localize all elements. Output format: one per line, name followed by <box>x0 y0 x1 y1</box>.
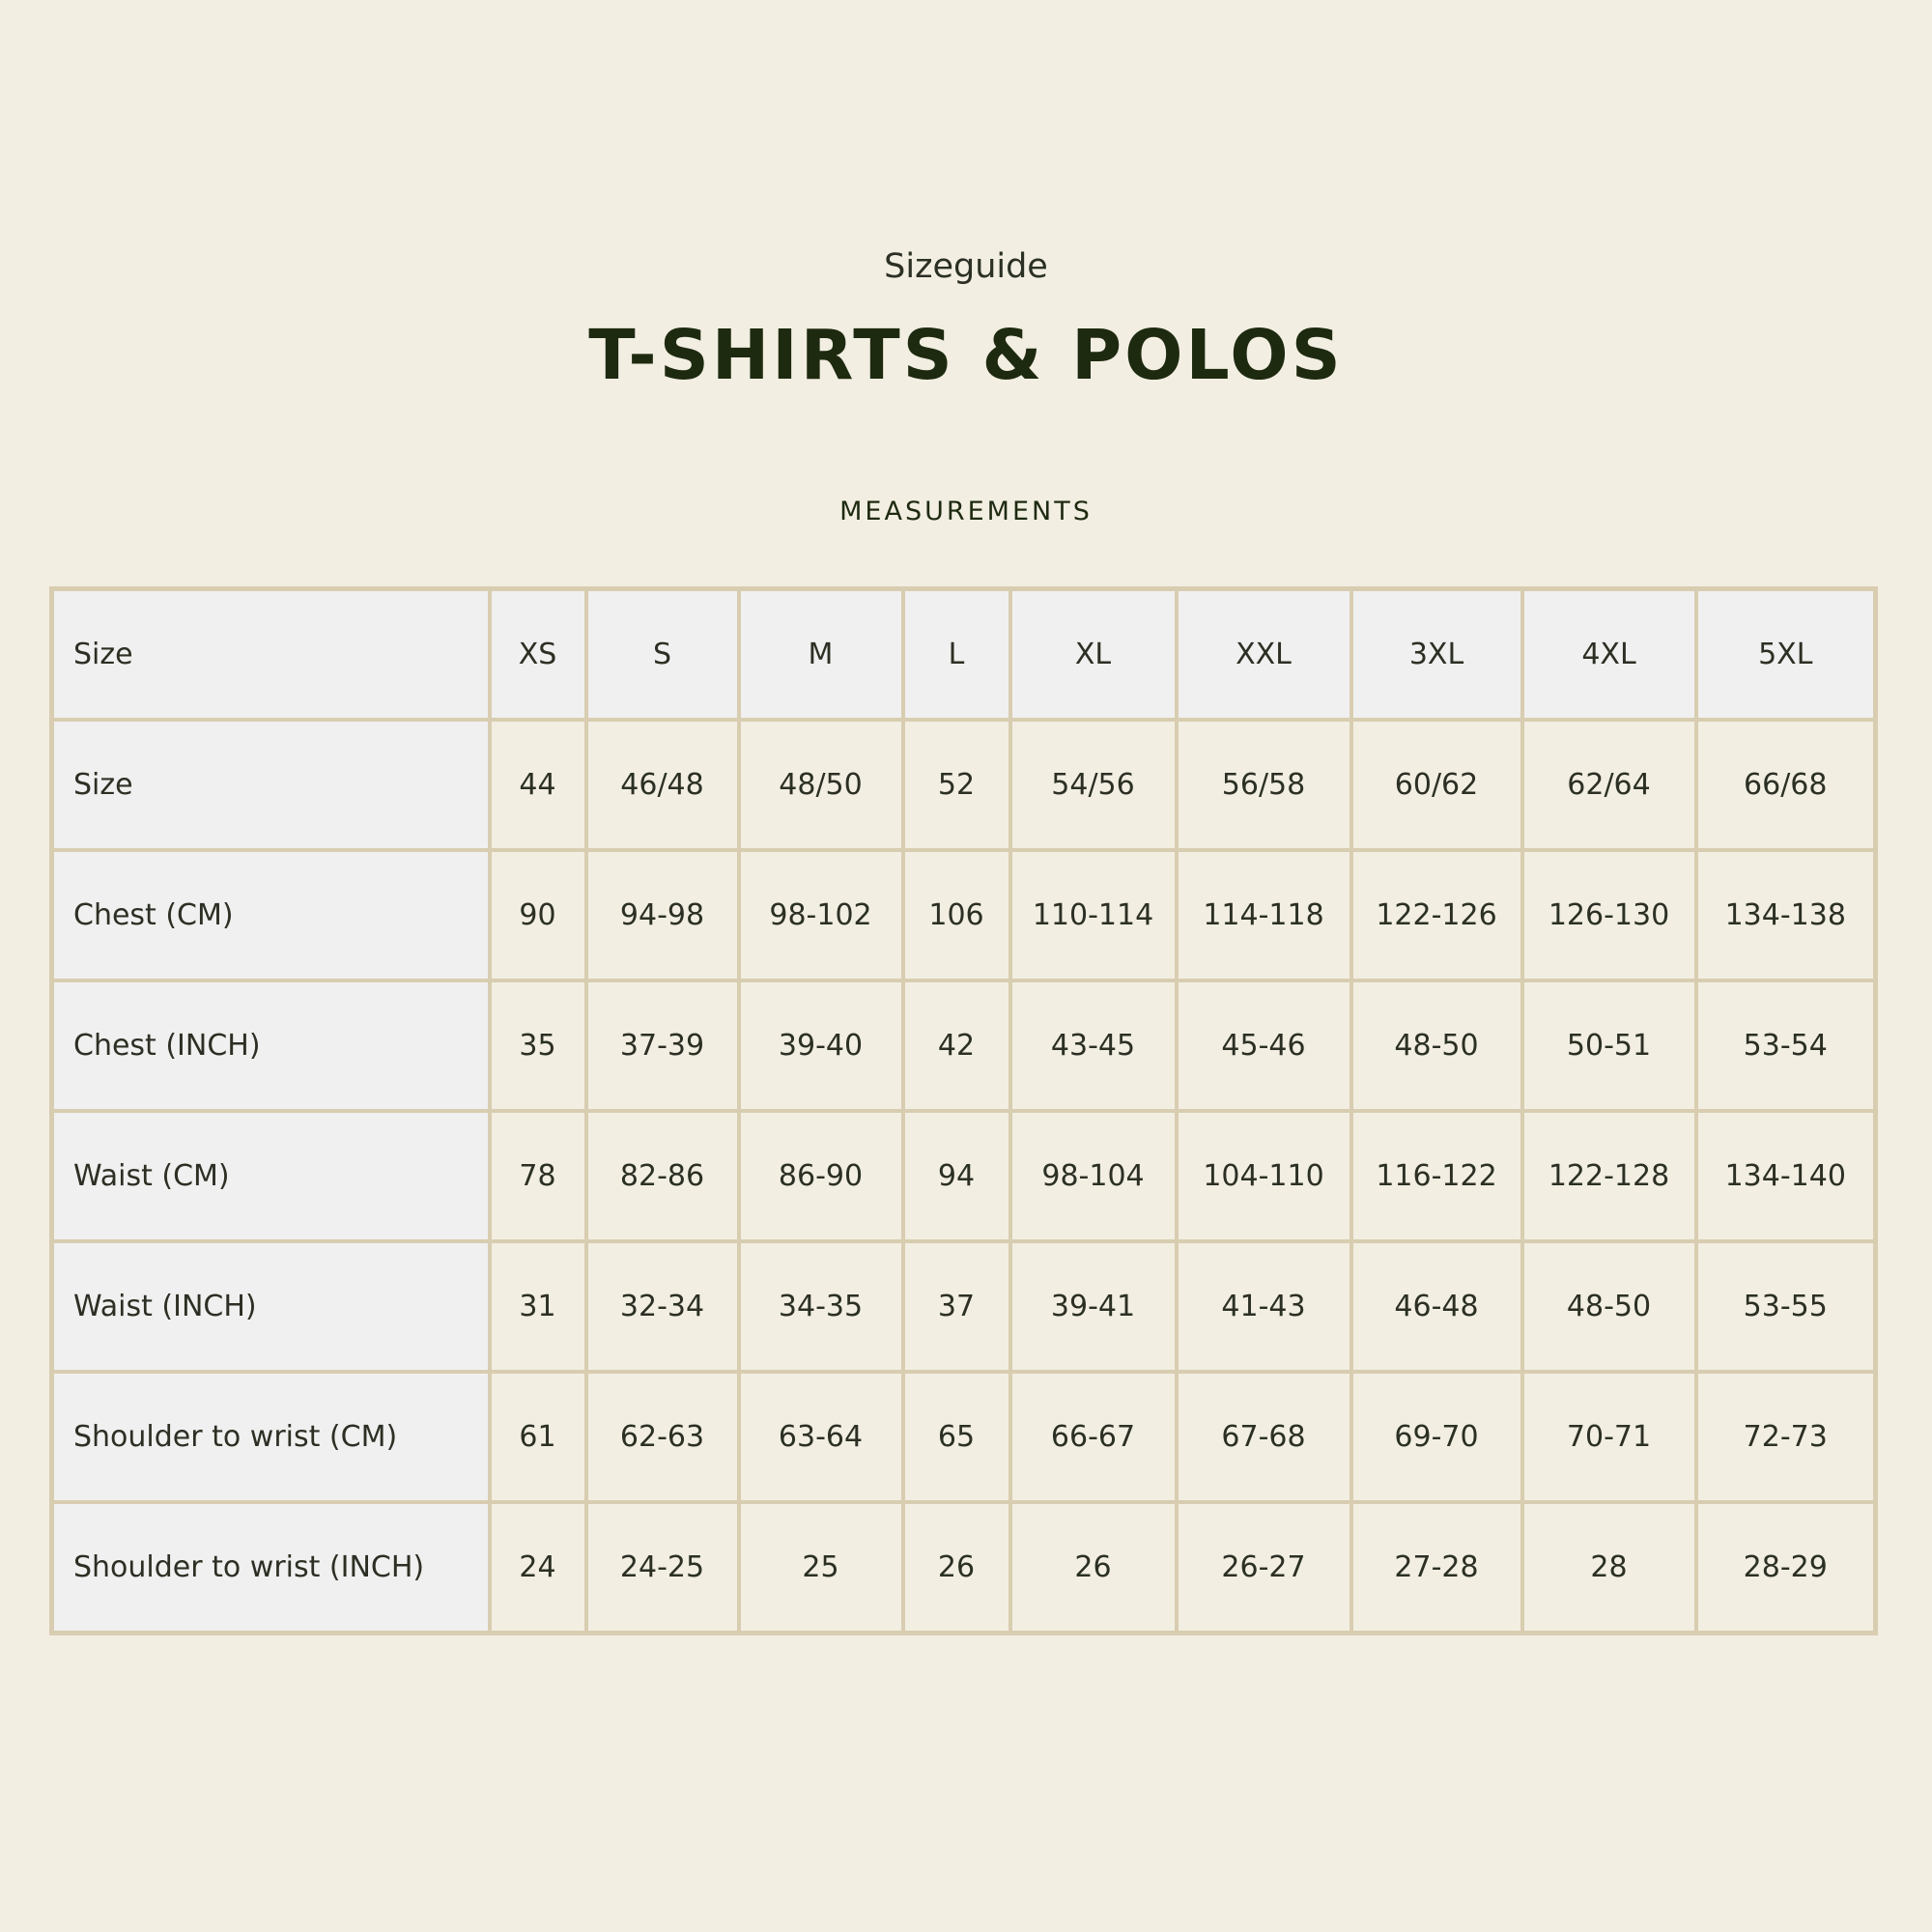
value-cell: 106 <box>903 850 1010 980</box>
value-cell: 134-140 <box>1696 1111 1876 1241</box>
value-cell: 43-45 <box>1010 980 1177 1111</box>
value-cell: 34-35 <box>739 1241 903 1372</box>
value-cell: 48-50 <box>1522 1241 1696 1372</box>
size-header-cell: 4XL <box>1522 589 1696 721</box>
value-cell: 45-46 <box>1177 980 1351 1111</box>
value-cell: 78 <box>490 1111 586 1241</box>
value-cell: 52 <box>903 720 1010 850</box>
value-cell: 134-138 <box>1696 850 1876 980</box>
value-cell: 61 <box>490 1372 586 1502</box>
table-row <box>52 1111 1876 1241</box>
value-cell: 50-51 <box>1522 980 1696 1111</box>
section-heading: MEASUREMENTS <box>839 497 1093 526</box>
value-cell: 72-73 <box>1696 1372 1876 1502</box>
value-cell: 25 <box>739 1502 903 1634</box>
size-header-cell: S <box>586 589 739 721</box>
size-header-cell: XXL <box>1177 589 1351 721</box>
value-cell: 44 <box>490 720 586 850</box>
size-table <box>49 586 1878 1635</box>
value-cell: 70-71 <box>1522 1372 1696 1502</box>
row-label-cell: Chest (CM) <box>52 850 490 980</box>
value-cell: 39-40 <box>739 980 903 1111</box>
value-cell: 41-43 <box>1177 1241 1351 1372</box>
value-cell: 122-126 <box>1351 850 1522 980</box>
value-cell: 48/50 <box>739 720 903 850</box>
size-header-cell: XS <box>490 589 586 721</box>
table-row <box>52 1372 1876 1502</box>
row-label-cell: Chest (INCH) <box>52 980 490 1111</box>
value-cell: 62-63 <box>586 1372 739 1502</box>
value-cell: 37-39 <box>586 980 739 1111</box>
value-cell: 67-68 <box>1177 1372 1351 1502</box>
value-cell: 66-67 <box>1010 1372 1177 1502</box>
value-cell: 54/56 <box>1010 720 1177 850</box>
table-row <box>52 980 1876 1111</box>
value-cell: 90 <box>490 850 586 980</box>
value-cell: 56/58 <box>1177 720 1351 850</box>
row-label-cell: Waist (INCH) <box>52 1241 490 1372</box>
table-row <box>52 850 1876 980</box>
value-cell: 27-28 <box>1351 1502 1522 1634</box>
size-header-cell: 3XL <box>1351 589 1522 721</box>
value-cell: 69-70 <box>1351 1372 1522 1502</box>
value-cell: 60/62 <box>1351 720 1522 850</box>
value-cell: 35 <box>490 980 586 1111</box>
value-cell: 110-114 <box>1010 850 1177 980</box>
value-cell: 53-55 <box>1696 1241 1876 1372</box>
row-label-cell: Waist (CM) <box>52 1111 490 1241</box>
size-header-cell: 5XL <box>1696 589 1876 721</box>
table-row <box>52 1241 1876 1372</box>
value-cell: 82-86 <box>586 1111 739 1241</box>
value-cell: 26 <box>1010 1502 1177 1634</box>
value-cell: 37 <box>903 1241 1010 1372</box>
table-row <box>52 1502 1876 1634</box>
page-title: T-SHIRTS & POLOS <box>588 315 1344 395</box>
value-cell: 46/48 <box>586 720 739 850</box>
size-header-cell: M <box>739 589 903 721</box>
value-cell: 122-128 <box>1522 1111 1696 1241</box>
row-label-cell: Shoulder to wrist (CM) <box>52 1372 490 1502</box>
value-cell: 65 <box>903 1372 1010 1502</box>
value-cell: 66/68 <box>1696 720 1876 850</box>
value-cell: 62/64 <box>1522 720 1696 850</box>
value-cell: 94-98 <box>586 850 739 980</box>
value-cell: 26-27 <box>1177 1502 1351 1634</box>
sizeguide-kicker: Sizeguide <box>884 247 1048 286</box>
value-cell: 48-50 <box>1351 980 1522 1111</box>
value-cell: 46-48 <box>1351 1241 1522 1372</box>
row-label-cell: Size <box>52 720 490 850</box>
row-label-cell: Shoulder to wrist (INCH) <box>52 1502 490 1634</box>
value-cell: 24-25 <box>586 1502 739 1634</box>
value-cell: 42 <box>903 980 1010 1111</box>
value-cell: 98-102 <box>739 850 903 980</box>
value-cell: 32-34 <box>586 1241 739 1372</box>
value-cell: 114-118 <box>1177 850 1351 980</box>
value-cell: 53-54 <box>1696 980 1876 1111</box>
size-header-cell: L <box>903 589 1010 721</box>
size-header-cell: XL <box>1010 589 1177 721</box>
value-cell: 39-41 <box>1010 1241 1177 1372</box>
table-row <box>52 720 1876 850</box>
value-cell: 26 <box>903 1502 1010 1634</box>
value-cell: 86-90 <box>739 1111 903 1241</box>
value-cell: 63-64 <box>739 1372 903 1502</box>
value-cell: 98-104 <box>1010 1111 1177 1241</box>
value-cell: 104-110 <box>1177 1111 1351 1241</box>
value-cell: 116-122 <box>1351 1111 1522 1241</box>
header-label-cell: Size <box>52 589 490 721</box>
value-cell: 28-29 <box>1696 1502 1876 1634</box>
value-cell: 126-130 <box>1522 850 1696 980</box>
table-header-row <box>52 589 1876 721</box>
value-cell: 31 <box>490 1241 586 1372</box>
value-cell: 24 <box>490 1502 586 1634</box>
value-cell: 94 <box>903 1111 1010 1241</box>
value-cell: 28 <box>1522 1502 1696 1634</box>
